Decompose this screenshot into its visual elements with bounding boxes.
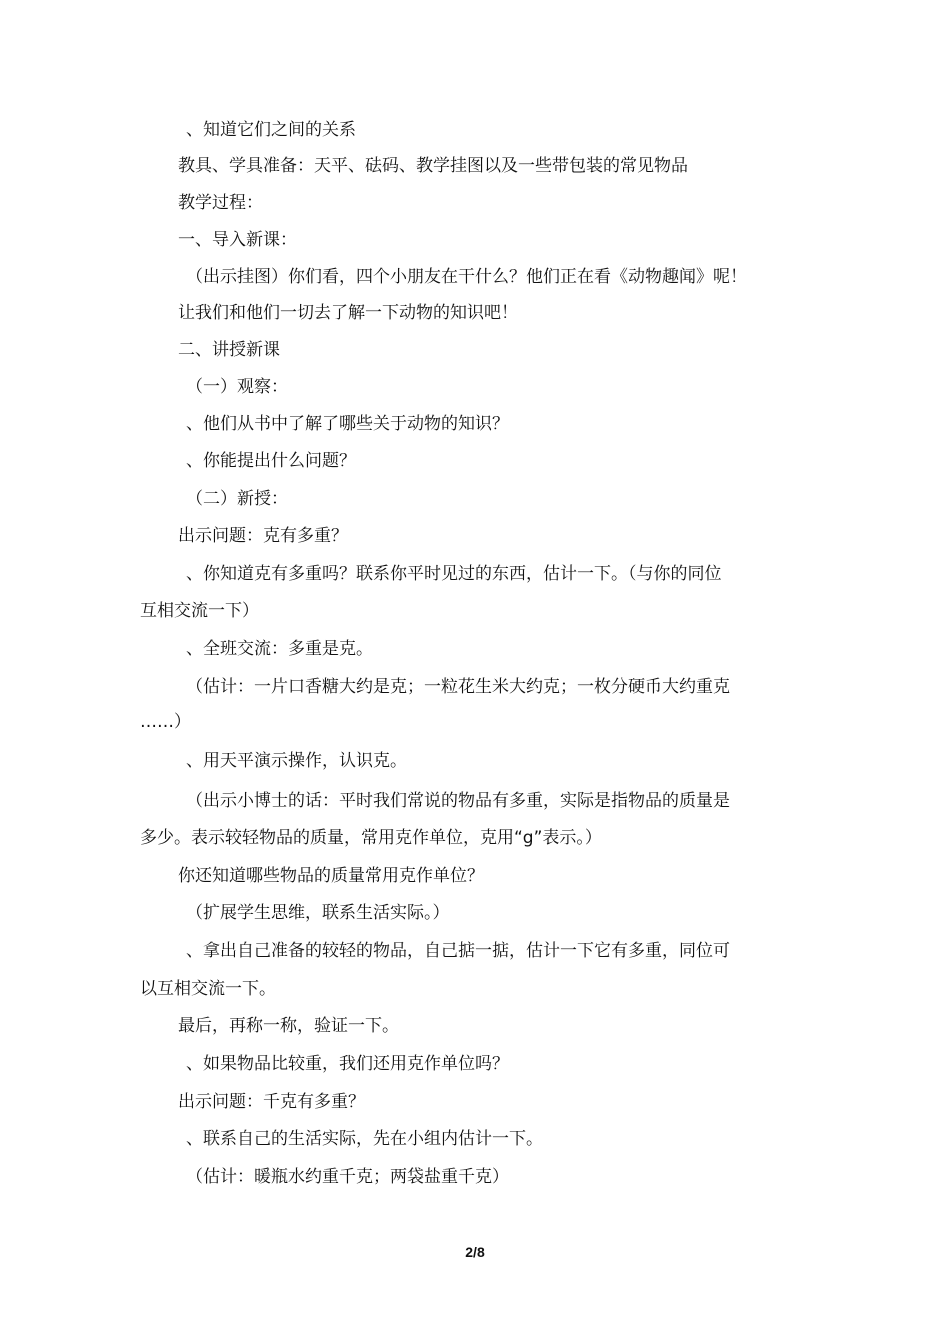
text-line-gram-estimate-cont: 互相交流一下） xyxy=(140,601,259,621)
page-number: 2/8 xyxy=(465,1244,485,1260)
text-line-learn-animals: 让我们和他们一切去了解一下动物的知识吧！ xyxy=(178,303,518,323)
text-line-question-ask: 、你能提出什么问题？ xyxy=(186,451,356,471)
text-line-estimates-cont: ……） xyxy=(140,712,191,732)
text-line-gram-question: 出示问题：克有多重？ xyxy=(178,526,348,546)
text-line-process-heading: 教学过程： xyxy=(178,193,263,213)
text-line-new-teaching: （二）新授： xyxy=(186,489,288,509)
text-line-verify: 最后，再称一称，验证一下。 xyxy=(178,1016,399,1036)
text-line-class-exchange: 、全班交流：多重是克。 xyxy=(186,639,373,659)
text-line-observe: （一）观察： xyxy=(186,377,288,397)
text-line-take-items: 、拿出自己准备的较轻的物品，自己掂一掂，估计一下它有多重，同位可 xyxy=(186,941,730,961)
text-line-balance-demo: 、用天平演示操作，认识克。 xyxy=(186,751,407,771)
text-line-materials: 教具、学具准备：天平、砝码、教学挂图以及一些带包装的常见物品 xyxy=(178,156,688,176)
text-line-question-book: 、他们从书中了解了哪些关于动物的知识？ xyxy=(186,414,509,434)
text-line-other-items: 你还知道哪些物品的质量常用克作单位？ xyxy=(178,866,484,886)
text-line-gram-estimate: 、你知道克有多重吗？联系你平时见过的东西，估计一下。（与你的同位 xyxy=(186,564,722,584)
text-line-estimates: （估计：一片口香糖大约是克；一粒花生米大约克；一枚分硬币大约重克 xyxy=(186,677,730,697)
text-line-expand-thinking: （扩展学生思维，联系生活实际。） xyxy=(186,903,450,923)
text-line-doctor-words: （出示小博士的话：平时我们常说的物品有多重，实际是指物品的质量是 xyxy=(186,791,730,811)
text-line-heavier-items: 、如果物品比较重，我们还用克作单位吗？ xyxy=(186,1054,509,1074)
text-line-kilogram-question: 出示问题：千克有多重？ xyxy=(178,1092,365,1112)
text-line-kilogram-estimate: （估计：暖瓶水约重千克；两袋盐重千克） xyxy=(186,1167,509,1187)
text-line-doctor-words-cont: 多少。表示较轻物品的质量，常用克作单位，克用“g”表示。） xyxy=(140,828,602,848)
text-line-section-one-heading: 一、导入新课： xyxy=(178,230,297,250)
text-line-group-estimate: 、联系自己的生活实际，先在小组内估计一下。 xyxy=(186,1129,543,1149)
text-line-section-two-heading: 二、讲授新课 xyxy=(178,340,280,360)
text-line-show-picture: （出示挂图）你们看，四个小朋友在干什么？他们正在看《动物趣闻》呢！ xyxy=(186,267,747,287)
text-line-knowing-relation: 、知道它们之间的关系 xyxy=(186,120,356,140)
text-line-take-items-cont: 以互相交流一下。 xyxy=(140,979,276,999)
